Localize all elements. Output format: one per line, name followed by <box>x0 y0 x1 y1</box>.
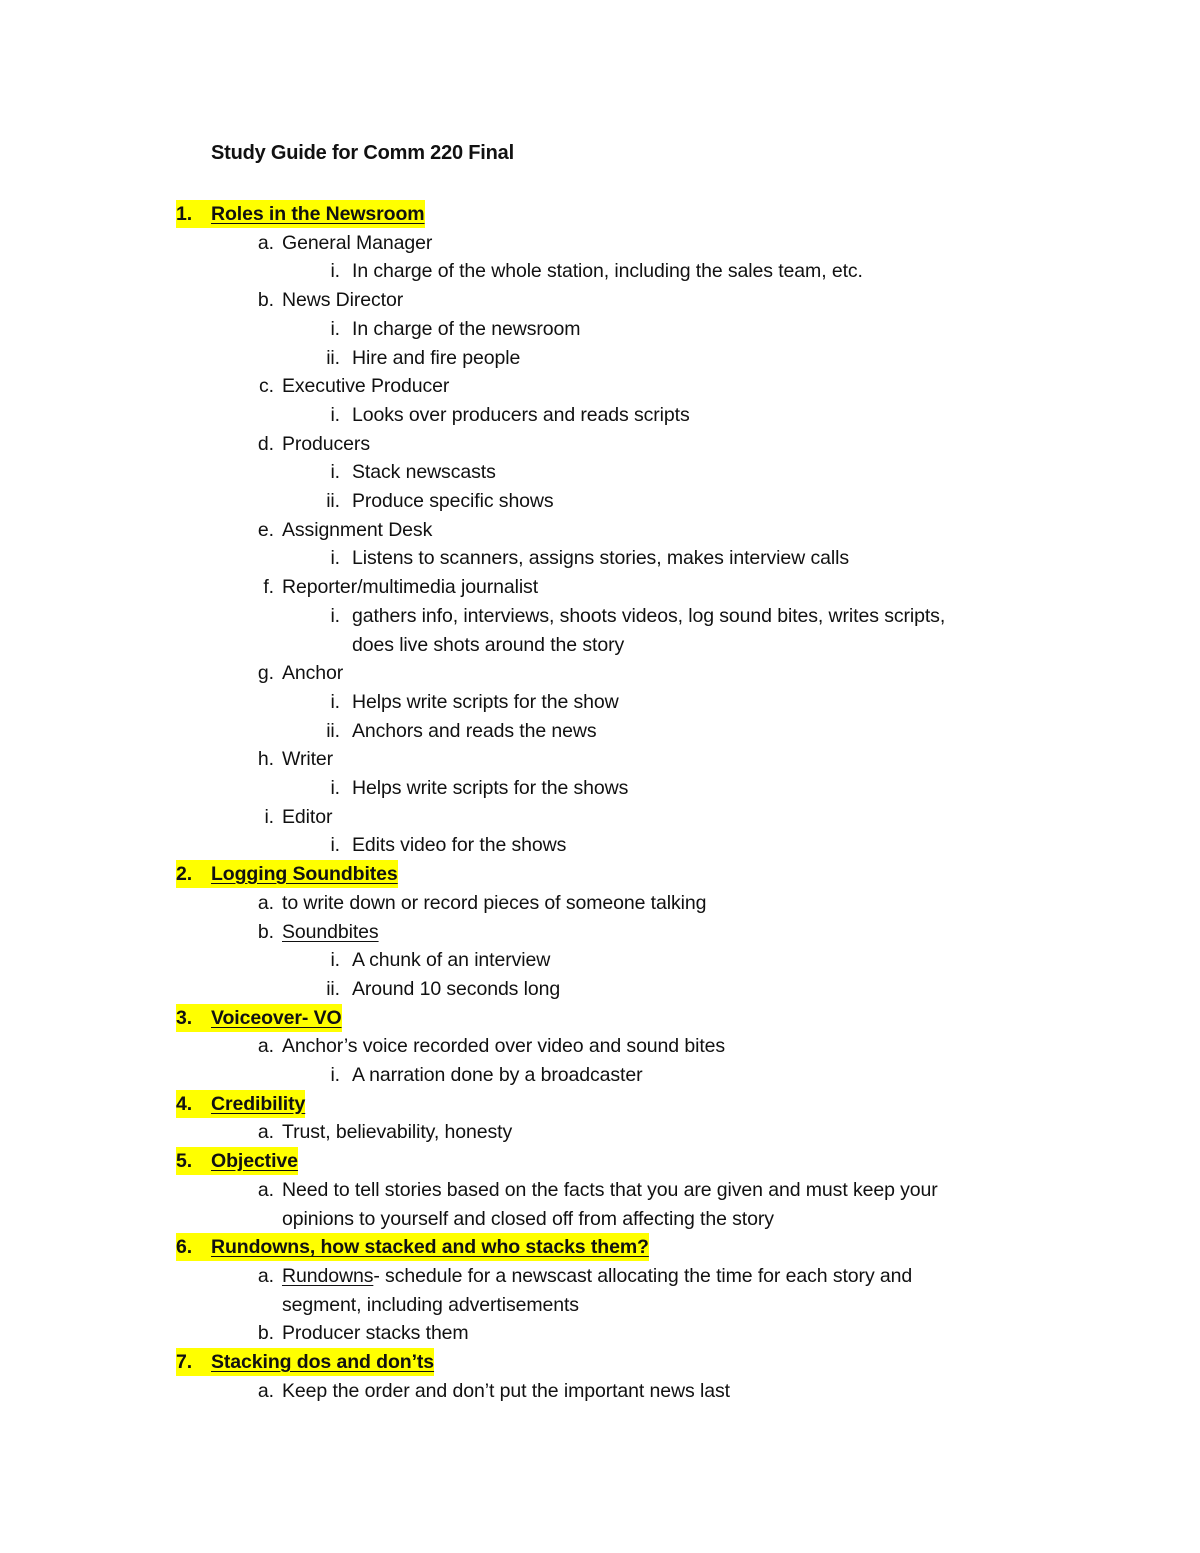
subitem-numeral: ii. <box>326 719 340 742</box>
item-text <box>282 918 379 946</box>
subitem-numeral: i. <box>330 461 340 484</box>
subitem-numeral: i. <box>330 834 340 857</box>
subitem-numeral: i. <box>330 690 340 713</box>
item-letter: a. <box>257 231 274 254</box>
subitem-numeral: i. <box>330 777 340 799</box>
subitem-numeral: ii. <box>326 977 340 1000</box>
section-number: 5. <box>176 1147 212 1175</box>
item-letter: a. <box>257 1035 274 1058</box>
item-description: Need to tell stories based on the facts that you are given and must keep your <box>282 1178 938 1201</box>
subitem-text: gathers info, interviews, shoots videos, log sound bites, writes scripts, <box>352 604 946 627</box>
section-number: 7. <box>176 1348 212 1376</box>
section-title: Credibility <box>211 1090 305 1118</box>
subitem-text: A narration done by a broadcaster <box>352 1064 643 1086</box>
subitem-text: Hire and fire people <box>352 346 521 369</box>
subitem-numeral: ii. <box>326 490 340 512</box>
section-title: Rundowns, how stacked and who stacks them? <box>211 1233 649 1261</box>
item-description: Editor <box>282 805 333 828</box>
subitem-text: In charge of the newsroom <box>352 317 581 340</box>
item-text <box>282 372 449 400</box>
item-letter: b. <box>257 289 274 312</box>
item-letter: a. <box>257 1379 274 1402</box>
subitem-numeral: i. <box>330 260 340 283</box>
subitem-text: Stack newscasts <box>352 461 496 484</box>
item-text <box>282 1032 725 1060</box>
subitem-text: Helps write scripts for the show <box>352 690 619 713</box>
item-letter: b. <box>257 1322 274 1345</box>
item-letter: i. <box>264 805 274 828</box>
section-title: Voiceover- VO <box>211 1004 342 1032</box>
item-text <box>282 803 332 831</box>
item-letter: a. <box>257 1178 274 1201</box>
subitem-text: Produce specific shows <box>352 490 554 512</box>
item-letter: a. <box>257 1121 274 1144</box>
subitem-numeral: i. <box>330 604 340 627</box>
subitem-text: Looks over producers and reads scripts <box>352 403 690 426</box>
item-description: Producer stacks them <box>282 1322 469 1345</box>
subitem-numeral: i. <box>330 547 340 570</box>
item-description: Producers <box>282 432 370 455</box>
item-letter: d. <box>257 432 274 455</box>
section-title: Stacking dos and don’ts <box>211 1348 434 1376</box>
item-description: - schedule for a newscast allocating the time for each story and <box>373 1264 913 1287</box>
item-letter: h. <box>257 748 274 771</box>
item-text <box>282 516 432 544</box>
item-text-continuation: segment, including advertisements <box>282 1293 579 1316</box>
subitem-text-continuation: does live shots around the story <box>352 633 625 656</box>
item-description: Trust, believability, honesty <box>282 1121 513 1144</box>
subitem-numeral: i. <box>330 403 340 426</box>
item-text <box>282 1118 512 1146</box>
section-title: Logging Soundbites <box>211 860 398 888</box>
item-description: Reporter/multimedia journalist <box>282 576 539 599</box>
item-description: Assignment Desk <box>282 518 433 541</box>
subitem-numeral: i. <box>330 1064 340 1086</box>
subitem-text: Edits video for the shows <box>352 834 567 857</box>
section-number: 6. <box>176 1233 212 1261</box>
section-number: 4. <box>176 1090 212 1118</box>
subitem-text: Around 10 seconds long <box>352 977 561 1000</box>
item-text <box>282 889 706 917</box>
item-letter: b. <box>257 920 274 943</box>
item-term: Rundowns <box>282 1264 374 1287</box>
subitem-text: A chunk of an interview <box>352 949 551 972</box>
item-description: General Manager <box>282 231 433 254</box>
item-text <box>282 229 432 257</box>
subitem-numeral: i. <box>330 317 340 340</box>
section-title: Objective <box>211 1147 298 1175</box>
item-letter: a. <box>257 891 274 914</box>
item-text <box>282 1176 938 1204</box>
item-text <box>282 1377 730 1405</box>
section-number: 2. <box>176 860 212 888</box>
item-text <box>282 1262 912 1290</box>
subitem-numeral: ii. <box>326 346 340 369</box>
item-letter: f. <box>263 576 274 599</box>
item-description: Keep the order and don’t put the important news last <box>282 1379 730 1402</box>
item-description: Anchor <box>282 662 344 685</box>
item-letter: e. <box>257 518 274 541</box>
item-text <box>282 286 403 314</box>
subitem-numeral: i. <box>330 949 340 972</box>
item-text <box>282 745 333 773</box>
item-description: News Director <box>282 289 404 312</box>
item-letter: g. <box>257 662 274 685</box>
item-text <box>282 1319 469 1347</box>
item-description: to write down or record pieces of someone talking <box>282 891 707 914</box>
item-text <box>282 659 343 687</box>
subitem-text: In charge of the whole station, including the sales team, etc. <box>352 260 863 283</box>
item-letter: a. <box>257 1264 274 1287</box>
item-text <box>282 430 370 458</box>
item-term: Soundbites <box>282 920 379 943</box>
subitem-text: Anchors and reads the news <box>352 719 597 742</box>
document-title: Study Guide for Comm 220 Final <box>211 142 514 164</box>
subitem-text: Helps write scripts for the shows <box>352 777 629 799</box>
section-number: 1. <box>176 200 212 228</box>
section-title: Roles in the Newsroom <box>211 200 425 228</box>
item-description: Executive Producer <box>282 375 450 398</box>
item-letter: c. <box>259 375 274 398</box>
item-description: Writer <box>282 748 334 771</box>
item-text <box>282 573 538 601</box>
item-description: Anchor’s voice recorded over video and sound bites <box>282 1035 726 1058</box>
subitem-text: Listens to scanners, assigns stories, makes interview calls <box>352 547 849 570</box>
item-text-continuation: opinions to yourself and closed off from affecting the story <box>282 1207 774 1230</box>
section-number: 3. <box>176 1004 212 1032</box>
